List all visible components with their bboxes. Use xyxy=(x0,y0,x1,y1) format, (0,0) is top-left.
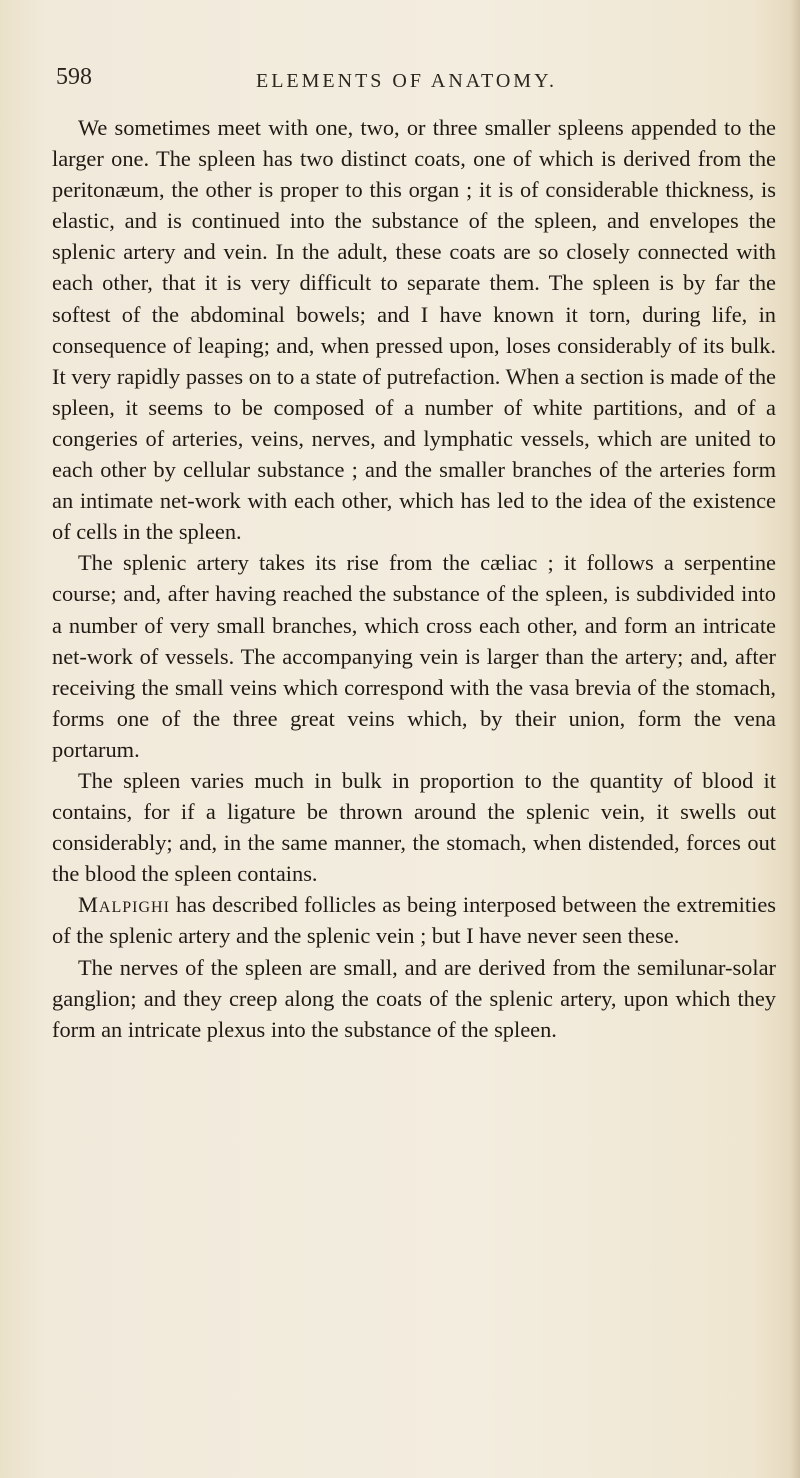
running-head: ELEMENTS OF ANATOMY. xyxy=(256,70,557,92)
paragraph: We sometimes meet with one, two, or three smaller spleens appended to the larger one. The spleen has two distinct coats, one of which is derived from the peritonæum, the other is proper to this organ ; it is of considerable thickness, is elastic, and is continued into the substance of the spleen, and envelopes the splenic artery and vein. In the adult, these coats are so closely connected with each other, that it is very difficult to separate them. The spleen is by far the softest of the abdominal bowels; and I have known it torn, during life, in consequence of leaping; and, when pressed upon, loses considerably of its bulk. It very rapidly passes on to a state of putrefaction. When a section is made of the spleen, it seems to be composed of a number of white partitions, and of a congeries of arteries, veins, nerves, and lymphatic vessels, which are united to each other by cellular substance ; and the smaller branches of the arteries form an intimate net-work with each other, which has led to the idea of the existence of cells in the spleen. xyxy=(52,115,776,545)
paragraph: The spleen varies much in bulk in proportion to the quantity of blood it contains, for if a ligature be thrown around the splenic vein, it swells out considerably; and, in the same manner, the stomach, when distended, forces out the blood the spleen contains. xyxy=(52,767,776,887)
paragraph: The splenic artery takes its rise from the cæliac ; it follows a serpentine course; and, after having reached the substance of the spleen, is subdivided into a number of very small branches, which cross each other, and form an intricate net-work of vessels. The accompanying vein is larger than the artery; and, after receiving the small veins which correspond with the vasa brevia of the stomach, forms one of the three great veins which, by their union, form the vena portarum. xyxy=(52,550,776,762)
page-number: 598 xyxy=(56,64,92,90)
paragraph-text: has described follicles as being interposed between the extremities of the splenic artery and the splenic vein ; but I have never seen these. xyxy=(52,892,776,949)
page-edge-shadow xyxy=(790,0,800,1478)
page-header xyxy=(56,62,756,102)
paragraph xyxy=(52,889,776,951)
paragraph: The nerves of the spleen are small, and are derived from the semilunar-solar ganglion; and they creep along the coats of the splenic artery, upon which they form an intricate plexus into the substance of the spleen. xyxy=(52,954,776,1042)
author-name: Malpighi xyxy=(78,892,170,918)
body-text xyxy=(52,112,776,1045)
